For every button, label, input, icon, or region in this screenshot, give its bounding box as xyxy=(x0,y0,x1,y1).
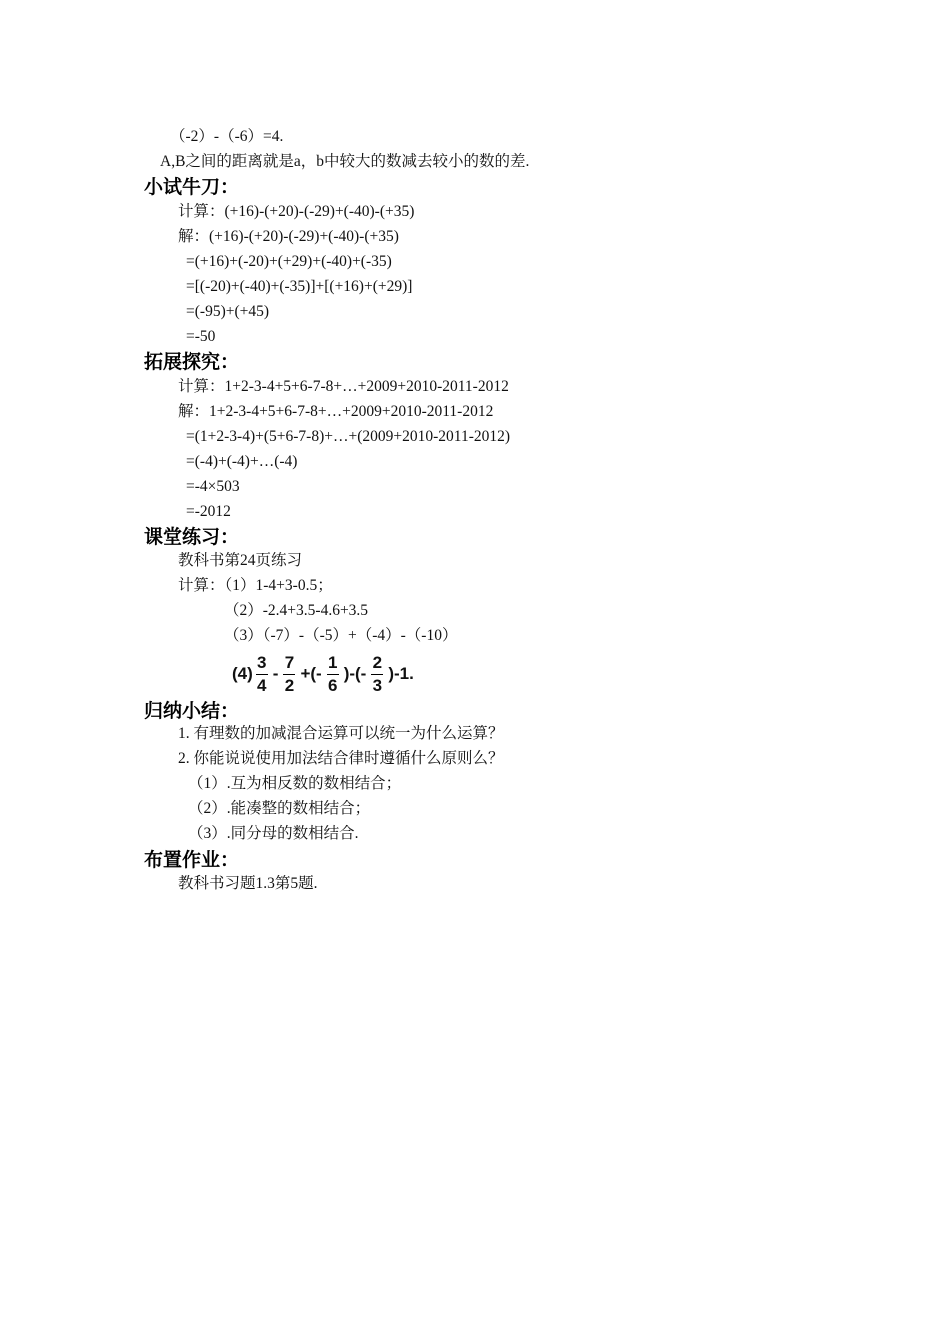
fraction-denominator: 2 xyxy=(284,675,295,695)
fraction-bar xyxy=(256,674,268,675)
intro-line-2: A,B之间的距离就是a，b中较大的数减去较小的数的差. xyxy=(160,153,530,170)
fraction-denominator: 6 xyxy=(327,675,338,695)
s4-line-3: （1）.互为相反数的数相结合； xyxy=(188,775,402,792)
s4-line-4: （2）.能凑整的数相结合； xyxy=(188,800,371,817)
s3-line-2: 计算：（1）1-4+3-0.5； xyxy=(178,577,333,594)
s1-line-4: =[(-20)+(-40)+(-35)]+[(+16)+(+29)] xyxy=(186,278,413,295)
fraction-3-4 xyxy=(256,653,268,696)
fraction-denominator: 4 xyxy=(257,675,267,695)
expr-operator: +(- xyxy=(300,664,322,683)
s3-line-3: （2）-2.4+3.5-4.6+3.5 xyxy=(224,602,369,619)
fraction-bar xyxy=(283,674,295,675)
s1-line-2: 解：(+16)-(+20)-(-29)+(-40)-(+35) xyxy=(178,228,399,245)
fraction-numerator: 2 xyxy=(372,652,383,672)
fraction-denominator: 3 xyxy=(372,675,383,695)
s1-line-6: =-50 xyxy=(186,328,216,345)
intro-line-1: （-2）-（-6）=4. xyxy=(170,128,284,145)
s2-line-2: 解：1+2-3-4+5+6-7-8+…+2009+2010-2011-2012 xyxy=(178,403,494,420)
expr-operator: )-(- xyxy=(343,664,367,683)
fraction-2-3 xyxy=(371,653,383,696)
heading-buzhizuoye: 布置作业： xyxy=(144,849,240,871)
s1-line-3: =(+16)+(-20)+(+29)+(-40)+(-35) xyxy=(186,253,392,270)
s4-line-1: 1. 有理数的加减混合运算可以统一为什么运算？ xyxy=(178,725,504,742)
heading-guinaxiaojie: 归纳小结： xyxy=(144,700,240,722)
expr-label: (4) xyxy=(232,664,253,683)
expr-operator: - xyxy=(272,664,279,683)
fraction-numerator: 1 xyxy=(327,652,338,672)
s2-line-3: =(1+2-3-4)+(5+6-7-8)+…+(2009+2010-2011-2012) xyxy=(186,428,511,445)
s3-line-1: 教科书第24页练习 xyxy=(178,552,303,569)
fraction-7-2 xyxy=(283,653,295,696)
fraction-expression xyxy=(232,650,416,698)
heading-tuozhantanjiu: 拓展探究： xyxy=(144,351,240,373)
s4-line-5: （3）.同分母的数相结合. xyxy=(188,825,359,842)
s2-line-1: 计算：1+2-3-4+5+6-7-8+…+2009+2010-2011-2012 xyxy=(178,378,509,395)
s1-line-1: 计算：(+16)-(+20)-(-29)+(-40)-(+35) xyxy=(178,203,415,220)
s3-line-4: （3）（-7）-（-5）+（-4）-（-10） xyxy=(224,627,458,644)
s2-line-6: =-2012 xyxy=(186,503,231,520)
s1-line-5: =(-95)+(+45) xyxy=(186,303,270,320)
fraction-1-6 xyxy=(327,653,339,696)
fraction-bar xyxy=(327,674,339,675)
s2-line-4: =(-4)+(-4)+…(-4) xyxy=(186,453,298,470)
expr-operator: )-1. xyxy=(388,664,414,683)
heading-ketanglianxi: 课堂练习： xyxy=(144,526,240,548)
heading-xiaoshiniudao: 小试牛刀： xyxy=(144,176,240,198)
fraction-bar xyxy=(371,674,383,675)
fraction-numerator: 3 xyxy=(257,652,267,672)
fraction-numerator: 7 xyxy=(284,652,295,672)
s5-line-1: 教科书习题1.3第5题. xyxy=(178,875,318,892)
s2-line-5: =-4×503 xyxy=(186,478,240,495)
s4-line-2: 2. 你能说说使用加法结合律时遵循什么原则么？ xyxy=(178,750,504,767)
